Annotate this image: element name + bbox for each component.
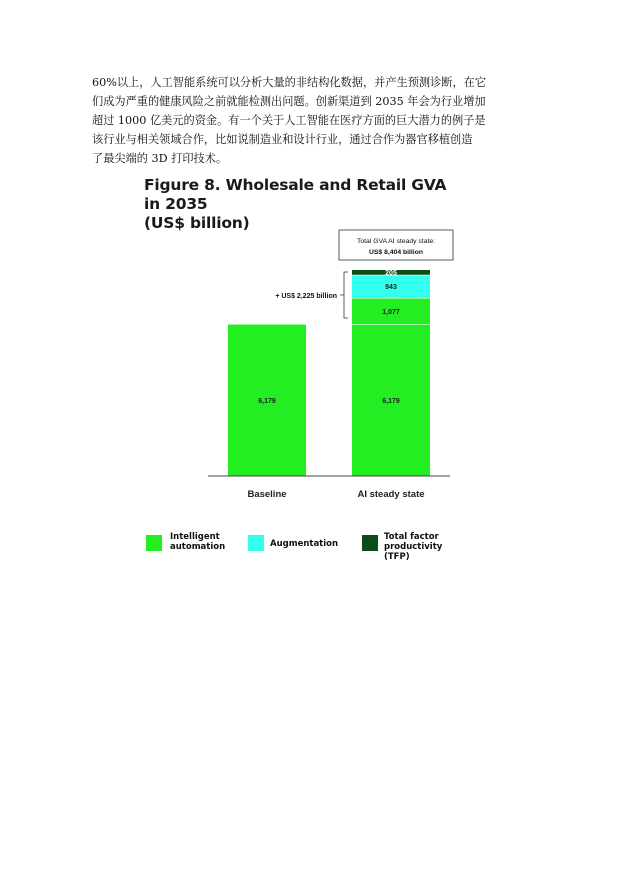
figure-title-line1: Figure 8. Wholesale and Retail GVA in 2035 (144, 176, 447, 213)
bar-data-label: 205 (385, 270, 397, 278)
paragraph-line: 们成为严重的健康风险之前就能检测出问题。创新渠道到 2035 年会为行业增加 (92, 95, 486, 108)
legend-label-intelligent-automation: Intelligent automation (170, 532, 226, 552)
legend-label-augmentation: Augmentation (270, 539, 339, 549)
x-tick-label: Baseline (247, 489, 287, 500)
legend-label-tfp: Total factor productivity (TFP) (384, 532, 443, 562)
chart-legend (144, 532, 454, 562)
legend-swatch-augmentation (248, 535, 264, 551)
bar-data-label: 943 (385, 284, 397, 292)
total-callout-line2: US$ 8,404 billion (368, 249, 424, 256)
body-paragraph (92, 73, 532, 168)
figure-8 (136, 172, 454, 564)
paragraph-line: 60%以上，人工智能系统可以分析大量的非结构化数据，并产生预测诊断，在它 (92, 76, 487, 89)
legend-swatch-tfp (362, 535, 378, 551)
bar-data-label: 6,179 (258, 397, 276, 405)
legend-swatch-intelligent-automation (146, 535, 162, 551)
paragraph-line: 超过 1000 亿美元的资金。有一个关于人工智能在医疗方面的巨大潜力的例子是 (92, 114, 486, 127)
increase-bracket (340, 272, 348, 318)
figure-title-line2: (US$ billion) (144, 214, 250, 232)
total-callout-line1: Total GVA AI steady state: (356, 238, 436, 245)
chart-bars (228, 270, 430, 500)
paragraph-line: 该行业与相关领域合作，比如说制造业和设计行业，通过合作为器官移植创造 (92, 133, 473, 146)
x-tick-label: AI steady state (357, 489, 425, 500)
stacked-bar-chart (136, 172, 454, 527)
bar-data-label: 1,077 (382, 308, 400, 316)
increase-label: + US$ 2,225 billion (275, 293, 337, 300)
paragraph-line: 了最尖端的 3D 打印技术。 (92, 152, 228, 165)
bar-data-label: 6,179 (382, 397, 400, 405)
